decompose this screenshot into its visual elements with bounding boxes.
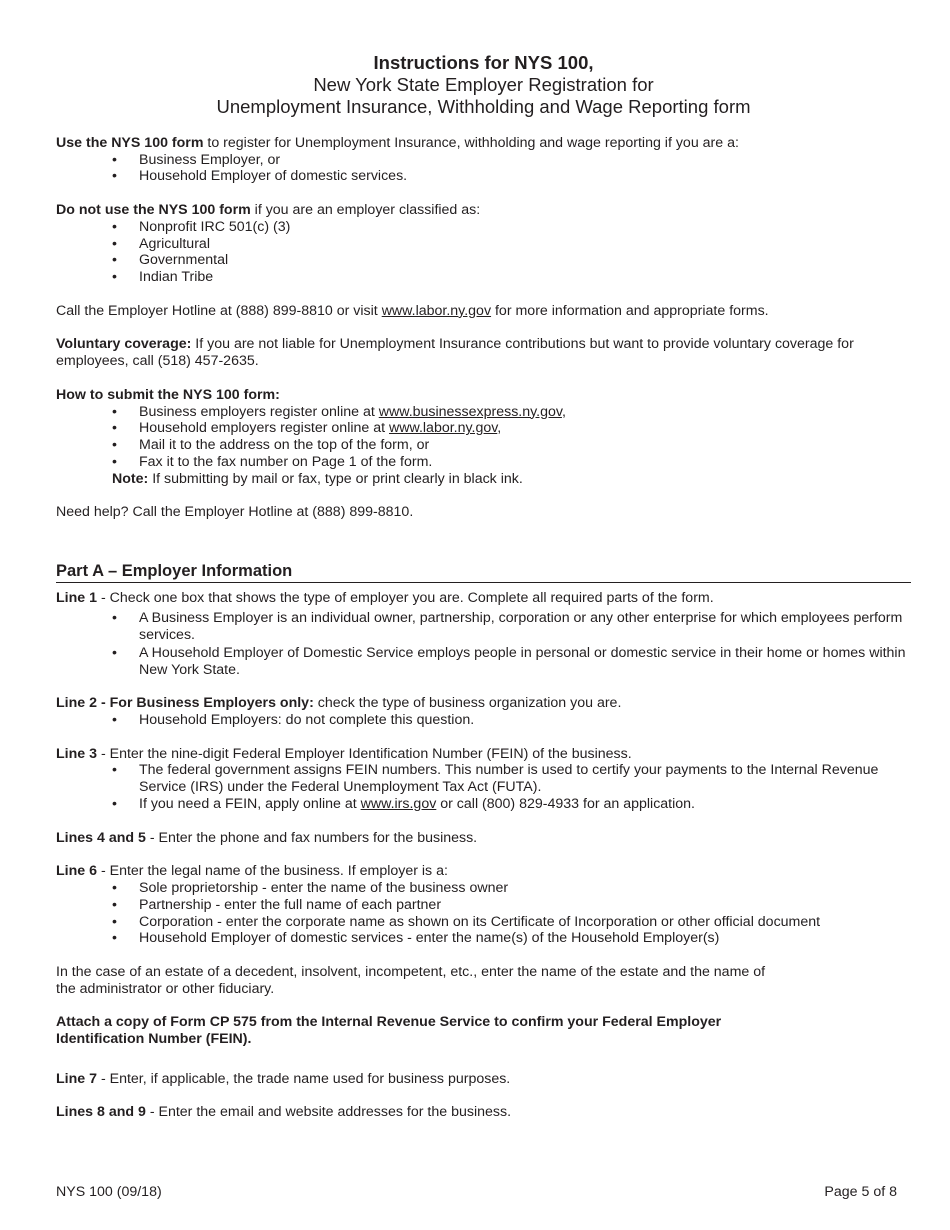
lines45-paragraph bbox=[56, 830, 911, 847]
donot-form-bold: Do not use the NYS 100 form bbox=[56, 201, 251, 218]
donot-form-text: if you are an employer classified as: bbox=[250, 201, 481, 218]
lines89-paragraph bbox=[56, 1104, 911, 1121]
list-item: • Corporation - enter the corporate name as shown on its Certificate of Incorporation or other official document bbox=[112, 914, 911, 931]
donot-form-paragraph bbox=[56, 202, 911, 219]
submit-note bbox=[56, 471, 911, 488]
line6-bold: Line 6 bbox=[56, 863, 97, 880]
attach-bold: Attach a copy of Form CP 575 from the Internal Revenue Service to confirm your Federal Employer Identification Number (FEIN). bbox=[56, 1014, 722, 1048]
businessexpress-link[interactable]: www.businessexpress.ny.gov bbox=[378, 403, 562, 420]
lines89-bold: Lines 8 and 9 bbox=[56, 1104, 146, 1121]
hotline-text-end: for more information and appropriate forms. bbox=[491, 302, 769, 319]
line2-paragraph bbox=[56, 695, 911, 712]
lines89-text: - Enter the email and website addresses for the business. bbox=[145, 1104, 512, 1121]
hotline-text: Call the Employer Hotline at (888) 899-8810 or visit bbox=[56, 302, 382, 319]
submit-heading-text: How to submit the NYS 100 form: bbox=[56, 386, 280, 403]
submit-item-text: Household employers register online at bbox=[139, 420, 389, 437]
lines45-bold: Lines 4 and 5 bbox=[56, 829, 146, 846]
list-item: • Business Employer, or bbox=[112, 152, 911, 169]
list-item: • The federal government assigns FEIN numbers. This number is used to certify your payments to the Internal Revenue Service (IRS) under the Federal Unemployment Tax Act (FUTA). bbox=[112, 762, 911, 796]
line3-text: - Enter the nine-digit Federal Employer Identification Number (FEIN) of the business. bbox=[97, 745, 632, 762]
line2-text: check the type of business organization you are. bbox=[313, 695, 622, 712]
use-form-paragraph bbox=[56, 135, 911, 152]
title-line-1: Instructions for NYS 100, bbox=[373, 52, 594, 73]
estate-paragraph: In the case of an estate of a decedent, insolvent, incompetent, etc., enter the name of the estate and the name of the administrator or other fiduciary. bbox=[56, 964, 766, 997]
use-form-list bbox=[56, 152, 911, 186]
list-item: • Indian Tribe bbox=[112, 269, 911, 286]
document-title bbox=[56, 52, 911, 118]
line6-text: - Enter the legal name of the business. If employer is a: bbox=[97, 863, 448, 880]
submit-list bbox=[56, 404, 911, 471]
line3-paragraph bbox=[56, 746, 911, 763]
list-item: • Household Employer of domestic services - enter the name(s) of the Household Employer(s) bbox=[112, 930, 911, 947]
list-item: • Sole proprietorship - enter the name of the business owner bbox=[112, 880, 911, 897]
voluntary-bold: Voluntary coverage: bbox=[56, 336, 192, 353]
document-page bbox=[56, 52, 911, 1121]
page-footer bbox=[56, 1184, 897, 1201]
submit-heading bbox=[56, 387, 911, 404]
line3-item-text-end: or call (800) 829-4933 for an application. bbox=[436, 796, 695, 813]
irs-link[interactable]: www.irs.gov bbox=[360, 796, 437, 813]
line2-bold: Line 2 - For Business Employers only: bbox=[56, 695, 314, 712]
list-item: • Household Employers: do not complete this question. bbox=[112, 712, 911, 729]
help-paragraph: Need help? Call the Employer Hotline at (888) 899-8810. bbox=[56, 504, 414, 521]
note-bold: Note: bbox=[112, 470, 149, 487]
voluntary-text: If you are not liable for Unemployment Insurance contributions but want to provide voluntary coverage for employees, call (518) 457-2635. bbox=[56, 336, 854, 370]
title-line-3: Unemployment Insurance, Withholding and Wage Reporting form bbox=[216, 96, 751, 117]
list-item: • A Household Employer of Domestic Service employs people in personal or domestic service in their home or homes within New York State. bbox=[112, 645, 911, 679]
use-form-bold: Use the NYS 100 form bbox=[56, 134, 204, 151]
hotline-paragraph bbox=[56, 303, 911, 320]
list-item bbox=[112, 404, 911, 421]
line1-list bbox=[56, 610, 911, 678]
line2-list bbox=[56, 712, 911, 729]
line7-bold: Line 7 bbox=[56, 1070, 97, 1087]
submit-item-punct: , bbox=[561, 403, 566, 420]
list-item: • Fax it to the fax number on Page 1 of the form. bbox=[112, 454, 911, 471]
line1-bold: Line 1 bbox=[56, 589, 97, 606]
voluntary-paragraph bbox=[56, 336, 911, 370]
lines45-text: - Enter the phone and fax numbers for the business. bbox=[145, 829, 478, 846]
line7-paragraph bbox=[56, 1071, 911, 1088]
list-item: • Partnership - enter the full name of each partner bbox=[112, 897, 911, 914]
list-item: • Governmental bbox=[112, 252, 911, 269]
line1-paragraph bbox=[56, 590, 911, 607]
line3-list bbox=[56, 762, 911, 812]
labor-link-2[interactable]: www.labor.ny.gov bbox=[389, 420, 498, 437]
list-item bbox=[112, 796, 911, 813]
list-item: • Agricultural bbox=[112, 236, 911, 253]
list-item: • Mail it to the address on the top of the form, or bbox=[112, 437, 911, 454]
list-item: • A Business Employer is an individual owner, partnership, corporation or any other enterprise for which employees perform services. bbox=[112, 610, 911, 644]
page-number: Page 5 of 8 bbox=[824, 1184, 897, 1200]
submit-item-punct: , bbox=[497, 420, 502, 437]
submit-item-text: Business employers register online at bbox=[139, 403, 379, 420]
form-code: NYS 100 (09/18) bbox=[56, 1184, 162, 1200]
note-text: If submitting by mail or fax, type or print clearly in black ink. bbox=[148, 470, 523, 487]
line3-item-text: If you need a FEIN, apply online at bbox=[139, 796, 361, 813]
line3-bold: Line 3 bbox=[56, 745, 97, 762]
list-item bbox=[112, 420, 911, 437]
line6-list bbox=[56, 880, 911, 947]
attach-paragraph bbox=[56, 1014, 771, 1048]
labor-link[interactable]: www.labor.ny.gov bbox=[381, 302, 492, 319]
list-item: • Nonprofit IRC 501(c) (3) bbox=[112, 219, 911, 236]
part-a-heading: Part A – Employer Information bbox=[56, 563, 911, 583]
donot-form-list bbox=[56, 219, 911, 286]
line7-text: - Enter, if applicable, the trade name used for business purposes. bbox=[97, 1070, 511, 1087]
line1-text: - Check one box that shows the type of employer you are. Complete all required parts of the form. bbox=[97, 589, 714, 606]
title-line-2: New York State Employer Registration for bbox=[313, 74, 654, 95]
use-form-text: to register for Unemployment Insurance, withholding and wage reporting if you are a: bbox=[203, 134, 739, 151]
list-item: • Household Employer of domestic services. bbox=[112, 168, 911, 185]
line6-paragraph bbox=[56, 863, 911, 880]
